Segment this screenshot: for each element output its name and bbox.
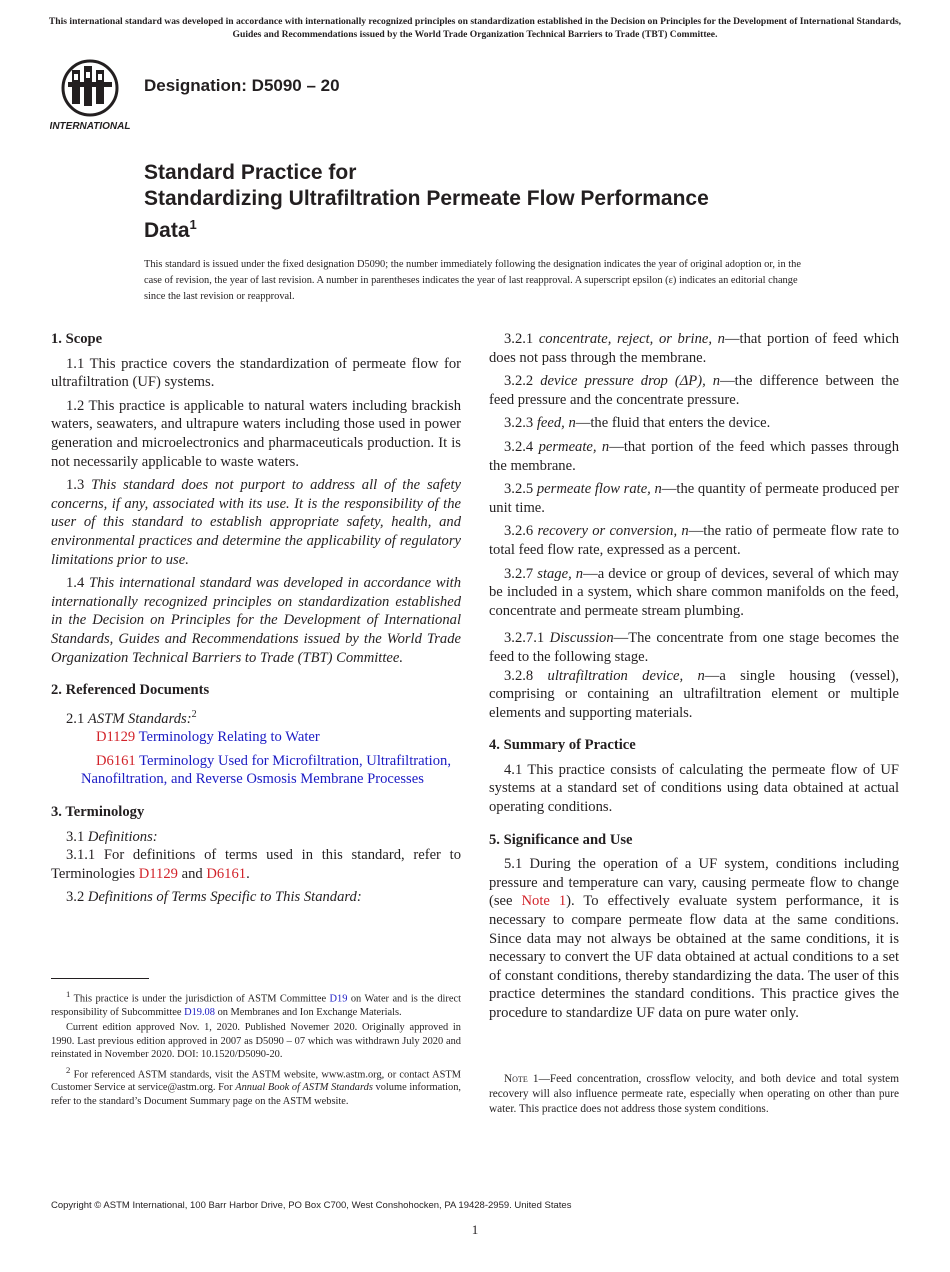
top-notice: This international standard was developed in accordance with internationally recognized principles on standardization established in the Decision on Principles for the Development of International Standards, Guides and Recommendations issued by the World Trade Organization Technical Barriers to Trade (TBT) Committee. [48,16,902,40]
link-d19-08[interactable]: D19.08 [184,1006,215,1018]
link-d19[interactable]: D19 [329,993,348,1005]
def-3-2-7: 3.2.7 stage, n—a device or group of devices, several of which may be included in a system, which share common manifolds on the feed, concentrate and permeate stream plumbing. [489,565,899,619]
def-3-2-3: 3.2.3 feed, n—the fluid that enters the device. [504,415,771,432]
note-1-label: Note 1 [504,1073,539,1085]
para-1-1: 1.1 This practice covers the standardization of permeate flow for ultrafiltration (UF) systems. [51,355,461,391]
section-heading-scope: 1. Scope [51,331,103,347]
section-heading-referenced: 2. Referenced Documents [51,682,210,699]
footnote-1: $^1$ This practice is under the jurisdiction of ASTM Committee D19 on Water and is the direct responsibility of Subcommittee D19.08 on Membranes and Ion Exchange Materials. [51,989,461,1018]
para-3-2: 3.2 Definitions of Terms Specific to This Standard: [66,889,362,906]
ref-d1129[interactable]: D1129 Terminology Relating to Water [96,729,320,746]
para-2-1: 2.1 ASTM Standards:$^2$ [66,708,197,727]
designation: Designation: D5090 – 20 [144,76,340,95]
note-1-text: —Feed concentration, crossflow velocity, and both device and total system recovery will also influence permeate rate, especially when operating on other than pure water. This practice does not address those system conditions. [489,1073,899,1116]
astm-logo [50,56,136,134]
footnote-rule [51,978,149,979]
title-footnote-ref: 1 [189,217,197,232]
def-3-2-7-1: 3.2.7.1 Discussion—The concentrate from one stage becomes the feed to the following stage. [489,630,899,665]
para-4-1: 4.1 This practice consists of calculating the permeate flow of UF systems at a standard set of conditions using data obtained at actual operating conditions. [489,761,899,816]
footnote-1-edition: Current edition approved Nov. 1, 2020. Published Novemer 2020. Originally approved in 1990. Last previous edition approved in 2007 as D5090 – 07 which was withdrawn July 2020 and reinstated in November 2020. DOI: 10.1520/D5090-20. [51,1022,461,1061]
def-3-2-2: 3.2.2 device pressure drop (ΔP), n—the difference between the feed pressure and the concentrate pressure. [489,373,899,408]
para-5-1: 5.1 During the operation of a UF system, conditions including pressure and temperature can vary, causing permeate flow to change (see Note 1). To effectively evaluate system performance, it is necessary to compare permeate flow data at the same conditions. Since data may not always be obtained at the same conditions, it is necessary to convert the UF data obtained at actual conditions to a set of constant conditions, thereby standardizing the data. The user of this practice determines the standard conditions. This practice gives the procedure to standardize UF data on pure water only. [489,856,899,1021]
right-column [489,330,899,1028]
link-d1129[interactable]: D1129 [138,865,178,882]
note-1 [489,1072,899,1118]
title-line-1: Standard Practice for [144,161,357,184]
para-1-2: 1.2 This practice is applicable to natural waters including brackish waters, seawaters, and ultrapure waters including those used in power generation and microelectronics and pharmaceuticals production. It is not necessarily applicable to waste waters. [51,397,461,470]
para-3-1: 3.1 Definitions: [66,828,158,845]
copyright: Copyright © ASTM International, 100 Barr Harbor Drive, PO Box C700, West Conshohocken, PA 19428-2959. United States [51,1200,572,1211]
section-heading-terminology: 3. Terminology [51,803,145,820]
title-line-2: Standardizing Ultrafiltration Permeate Flow Performance [144,187,709,210]
para-1-3: 1.3 This standard does not purport to address all of the safety concerns, if any, associated with its use. It is the responsibility of the user of this standard to establish appropriate safety, health, and environmental practices and determine the applicability of regulatory limitations prior to use. [51,477,461,568]
footnotes [51,988,461,1110]
document-title [144,160,864,244]
para-1-4: 1.4 This international standard was developed in accordance with internationally recognized principles on standardization established in the Decision on Principles for the Development of International Standards, Guides and Recommendations issued by the World Trade Organization Technical Barriers to Trade (TBT) Committee. [51,575,462,666]
ref-d6161[interactable]: D6161 Terminology Used for Microfiltration, Ultrafiltration, Nanofiltration, and Reverse Osmosis Membrane Processes [81,752,451,788]
section-heading-significance: 5. Significance and Use [489,831,633,848]
link-note-1[interactable]: Note 1 [521,893,567,910]
link-d6161[interactable]: D6161 [206,865,247,882]
logo-sub-text: INTERNATIONAL [50,121,131,132]
def-3-2-6: 3.2.6 recovery or conversion, n—the ratio of permeate flow rate to total feed flow rate, expressed as a percent. [489,523,899,558]
def-3-2-8: 3.2.8 ultrafiltration device, n—a single housing (vessel), comprising or containing an ultrafiltration element or multiple elements and supporting materials. [489,667,899,721]
def-3-2-4: 3.2.4 permeate, n—that portion of the feed which passes through the membrane. [489,438,899,474]
astm-logo-icon [50,56,136,134]
title-line-3: Data$^1$ [144,217,197,242]
def-3-2-1: 3.2.1 concentrate, reject, or brine, n—that portion of feed which does not pass through the membrane. [489,331,899,366]
def-3-2-5: 3.2.5 permeate flow rate, n—the quantity of permeate produced per unit time. [489,481,899,516]
section-heading-summary: 4. Summary of Practice [489,737,636,754]
left-column [51,330,461,912]
para-3-1-1: 3.1.1 For definitions of terms used in this standard, refer to Terminologies D1129 and D6161. [51,847,461,882]
page-number: 1 [471,1222,479,1237]
footnote-2: $^2$ For referenced ASTM standards, visit the ASTM website, www.astm.org, or contact ASTM Customer Service at service@astm.org. For Annual Book of ASTM Standards volume information, refer to the standard’s Document Summary page on the ASTM website. [51,1064,461,1107]
issue-note: This standard is issued under the fixed designation D5090; the number immediately following the designation indicates the year of original adoption or, in the case of revision, the year of last revision. A number in parentheses indicates the year of last reapproval. A superscript epsilon (ε) indicates an editorial change since the last revision or reapproval. [144,259,801,302]
